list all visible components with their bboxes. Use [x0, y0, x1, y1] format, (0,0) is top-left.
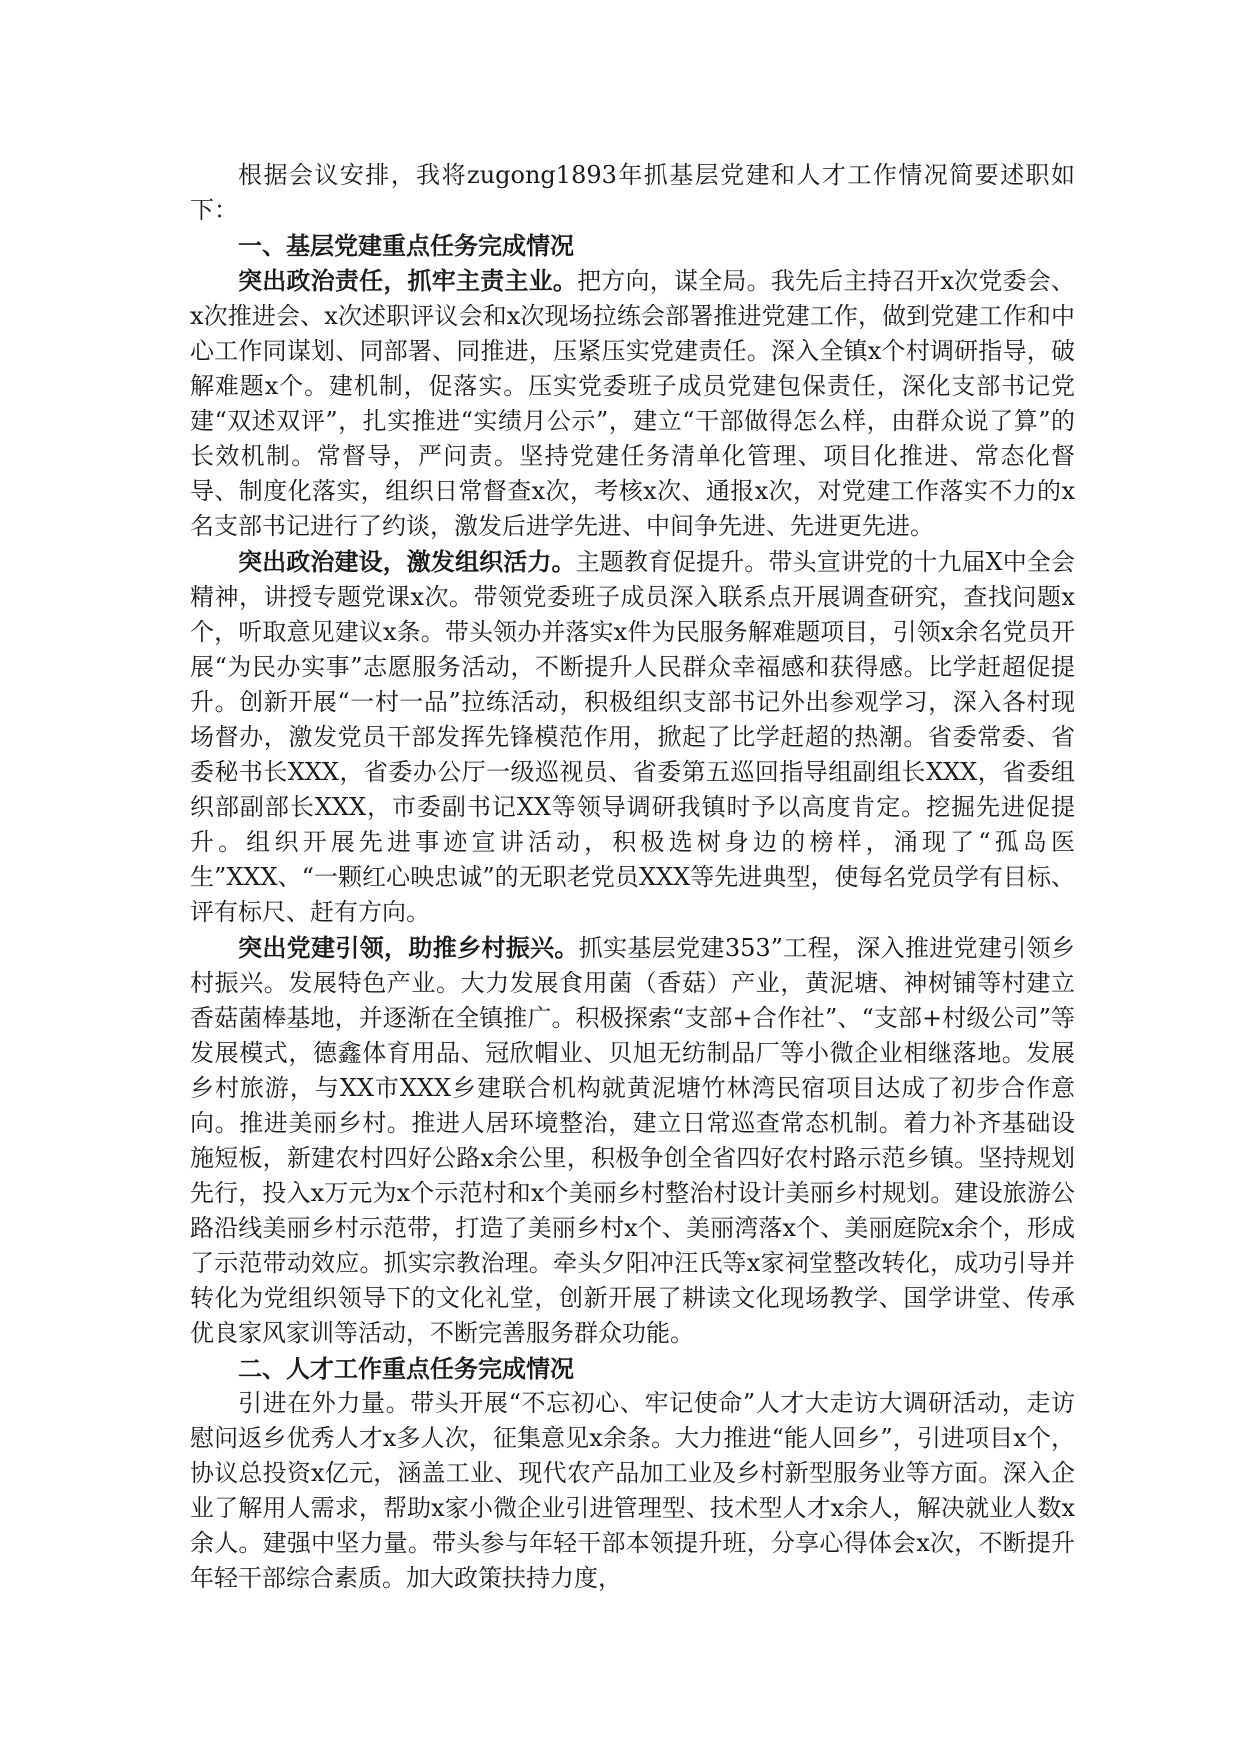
paragraph-body: 把方向，谋全局。我先后主持召开x次党委会、x次推进会、x次述职评议会和x次现场拉练会部署推进党建工作，做到党建工作和中心工作同谋划、同部署、同推进，压紧压实党建责任。深入全镇x个村调研指导，破解难题x个。建机制，促落实。压实党委班子成员党建包保责任，深化支部书记党建“双述双评”，扎实推进“实绩月公示”，建立“干部做得怎么样，由群众说了算”的长效机制。常督导，严问责。坚持党建任务清单化管理、项目化推进、常态化督导、制度化落实，组织日常督查x次，考核x次、通报x次，对党建工作落实不力的x名支部书记进行了约谈，激发后进学先进、中间争先进、先进更先进。 — [190, 267, 1075, 540]
section2-heading: 二、人才工作重点任务完成情况 — [238, 1354, 574, 1383]
document-page — [190, 158, 1075, 1596]
section1-paragraph-2 — [190, 544, 1075, 930]
paragraph-body: 抓实基层党建353”工程，深入推进党建引领乡村振兴。发展特色产业。大力发展食用菌（香菇）产业，黄泥塘、神树铺等村建立香菇菌棒基地，并逐渐在全镇推广。积极探索“支部+合作社”、“支部+村级公司”等发展模式，德鑫体育用品、冠欣帽业、贝旭无纺制品厂等小微企业相继落地。发展乡村旅游，与XX市XXX乡建联合机构就黄泥塘竹林湾民宿项目达成了初步合作意向。推进美丽乡村。推进人居环境整治，建立日常巡查常态机制。着力补齐基础设施短板，新建农村四好公路x余公里，积极争创全省四好农村路示范乡镇。坚持规划先行，投入x万元为x个示范村和x个美丽乡村整治村设计美丽乡村规划。建设旅游公路沿线美丽乡村示范带，打造了美丽乡村x个、美丽湾落x个、美丽庭院x余个，形成了示范带动效应。抓实宗教治理。牵头夕阳冲汪氏等x家祠堂整改转化，成功引导并转化为党组织领导下的文化礼堂，创新开展了耕读文化现场教学、国学讲堂、传承优良家风家训等活动，不断完善服务群众功能。 — [190, 934, 1076, 1347]
section1-heading: 一、基层党建重点任务完成情况 — [238, 231, 574, 260]
intro-paragraph: 根据会议安排，我将zugong1893年抓基层党建和人才工作情况简要述职如下： — [190, 161, 1075, 224]
paragraph-lead: 突出党建引领，助推乡村振兴。 — [238, 933, 579, 962]
paragraph-body: 主题教育促提升。带头宣讲党的十九届X中全会精神，讲授专题党课x次。带领党委班子成员深入联系点开展调查研究，查找问题x个，听取意见建议x条。带头领办并落实x件为民服务解难题项目，引领x余名党员开展“为民办实事”志愿服务活动，不断提升人民群众幸福感和获得感。比学赶超促提升。创新开展“一村一品”拉练活动，积极组织支部书记外出参观学习，深入各村现场督办，激发党员干部发挥先锋模范作用，掀起了比学赶超的热潮。省委常委、省委秘书长XXX，省委办公厅一级巡视员、省委第五巡回指导组副组长XXX，省委组织部副部长XXX，市委副书记XX等领导调研我镇时予以高度肯定。挖掘先进促提升。组织开展先进事迹宣讲活动，积极选树身边的榜样，涌现了“孤岛医生”XXX、“一颗红心映忠诚”的无职老党员XXX等先进典型，使每名党员学有目标、评有标尺、赶有方向。 — [190, 548, 1075, 926]
section1-paragraph-1 — [190, 263, 1075, 544]
paragraph-lead: 突出政治责任，抓牢主责主业。 — [238, 266, 578, 295]
section1-paragraph-3 — [190, 930, 1075, 1351]
paragraph-lead: 突出政治建设，激发组织活力。 — [238, 547, 576, 576]
section2-paragraph-1: 引进在外力量。带头开展“不忘初心、牢记使命”人才大走访大调研活动，走访慰问返乡优秀人才x多人次，征集意见x余条。大力推进“能人回乡”，引进项目x个，协议总投资x亿元，涵盖工业、现代农产品加工业及乡村新型服务业等方面。深入企业了解用人需求，帮助x家小微企业引进管理型、技术型人才x余人，解决就业人数x余人。建强中坚力量。带头参与年轻干部本领提升班，分享心得体会x次，不断提升年轻干部综合素质。加大政策扶持力度， — [190, 1389, 1075, 1592]
